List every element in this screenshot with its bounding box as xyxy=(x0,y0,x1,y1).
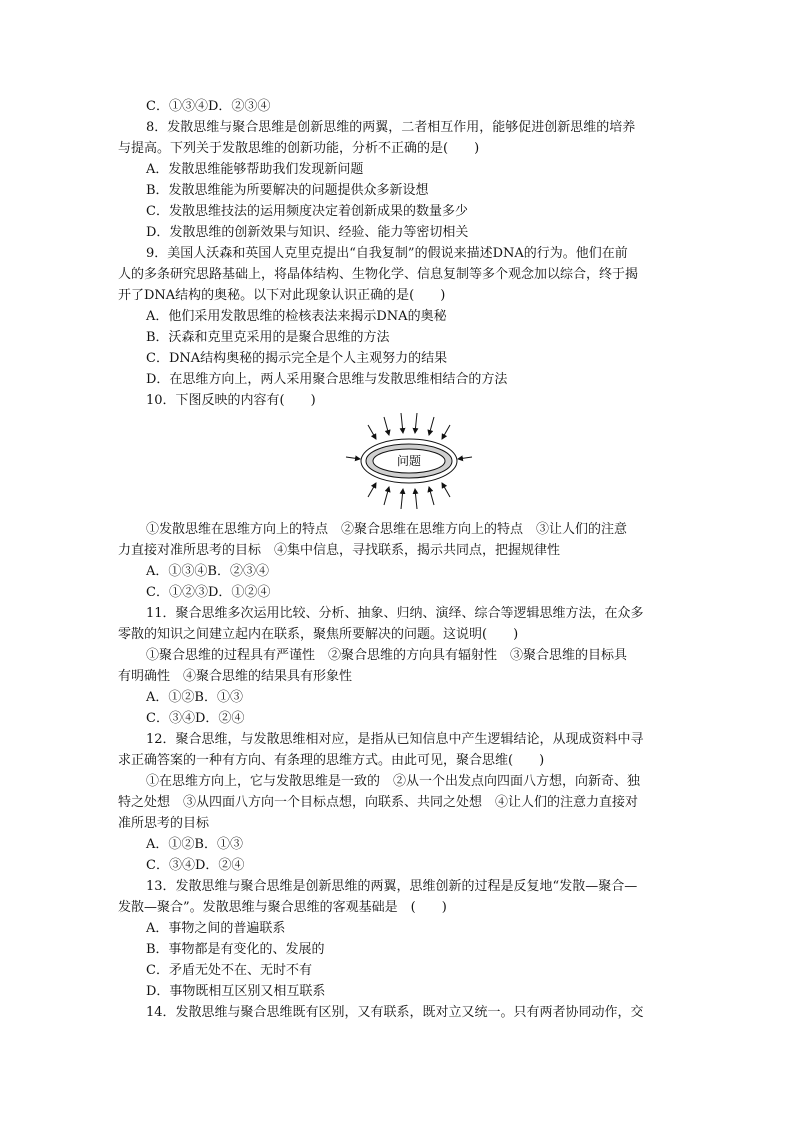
q8-stem-line2: 与提高。下列关于发散思维的创新功能，分析不正确的是( ) xyxy=(118,141,480,156)
convergent-thinking-diagram xyxy=(118,411,678,519)
q11-stem-line1: 11．聚合思维多次运用比较、分析、抽象、归纳、演绎、综合等逻辑思维方法，在众多 xyxy=(146,606,644,621)
q12-stem-line1: 12．聚合思维，与发散思维相对应，是指从已知信息中产生逻辑结论，从现成资料中寻 xyxy=(146,732,644,747)
q12-statements-line2: 特之处想 ③从四面八方向一个目标点想，向联系、共同之处想 ④让人们的注意力直接对 xyxy=(118,795,639,810)
q10-statements-line1: ①发散思维在思维方向上的特点 ②聚合思维在思维方向上的特点 ③让人们的注意 xyxy=(146,522,628,537)
q9-option-d: D．在思维方向上，两人采用聚合思维与发散思维相结合的方法 xyxy=(146,372,508,387)
q9-stem-line3: 开了DNA结构的奥秘。以下对此现象认识正确的是( ) xyxy=(118,288,446,303)
q12-statements-line3: 准所思考的目标 xyxy=(118,816,210,831)
q13-option-c: C．矛盾无处不在、无时不有 xyxy=(146,963,312,978)
q13-option-b: B．事物都是有变化的、发展的 xyxy=(146,942,325,957)
q10-options-cd: C．①②③D．①②④ xyxy=(146,585,271,600)
q12-stem-line2: 求正确答案的一种有方向、有条理的思维方式。由此可见，聚合思维( ) xyxy=(118,753,545,768)
q7-options-cd: C．①③④D．②③④ xyxy=(146,99,271,114)
q10-options-ab: A．①③④B．②③④ xyxy=(146,564,269,579)
q12-statements-line1: ①在思维方向上，它与发散思维是一致的 ②从一个出发点向四面八方想，向新奇、独 xyxy=(146,774,641,789)
q8-option-a: A．发散思维能够帮助我们发现新问题 xyxy=(146,162,364,177)
q8-option-b: B．发散思维能为所要解决的问题提供众多新设想 xyxy=(146,183,429,198)
q11-statements-line1: ①聚合思维的过程具有严谨性 ②聚合思维的方向具有辐射性 ③聚合思维的目标具 xyxy=(146,648,628,663)
q14-stem-line1: 14．发散思维与聚合思维既有区别，又有联系，既对立又统一。只有两者协同动作，交 xyxy=(146,1005,644,1020)
q12-options-cd: C．③④D．②④ xyxy=(146,858,245,873)
document-content xyxy=(118,96,678,1023)
q10-statements-line2: 力直接对准所思考的目标 ④集中信息，寻找联系，揭示共同点，把握规律性 xyxy=(118,543,561,558)
q12-options-ab: A．①②B．①③ xyxy=(146,837,243,852)
q8-stem-line1: 8．发散思维与聚合思维是创新思维的两翼，二者相互作用，能够促进创新思维的培养 xyxy=(146,120,636,135)
q9-stem-line1: 9．美国人沃森和英国人克里克提出“自我复制”的假说来描述DNA的行为。他们在前 xyxy=(146,246,628,261)
q11-options-cd: C．③④D．②④ xyxy=(146,711,245,726)
q9-option-c: C．DNA结构奥秘的揭示完全是个人主观努力的结果 xyxy=(146,351,448,366)
converging-arrows-figure xyxy=(344,411,474,519)
q9-option-a: A．他们采用发散思维的检核表法来揭示DNA的奥秘 xyxy=(146,309,447,324)
q13-option-a: A．事物之间的普遍联系 xyxy=(146,921,286,936)
q11-statements-line2: 有明确性 ④聚合思维的结果具有形象性 xyxy=(118,669,353,684)
diagram-center-label: 问题 xyxy=(396,454,422,468)
q9-stem-line2: 人的多条研究思路基础上，将晶体结构、生物化学、信息复制等多个观念加以综合，终于揭 xyxy=(118,267,639,282)
q13-stem-line2: 发散—聚合”。发散思维与聚合思维的客观基础是 ( ) xyxy=(118,900,447,915)
q8-option-d: D．发散思维的创新效果与知识、经验、能力等密切相关 xyxy=(146,225,469,240)
q11-stem-line2: 零散的知识之间建立起内在联系，聚焦所要解决的问题。这说明( ) xyxy=(118,627,519,642)
q11-options-ab: A．①②B．①③ xyxy=(146,690,243,705)
q9-option-b: B．沃森和克里克采用的是聚合思维的方法 xyxy=(146,330,390,345)
q10-stem: 10．下图反映的内容有( ) xyxy=(146,393,316,408)
q13-stem-line1: 13．发散思维与聚合思维是创新思维的两翼，思维创新的过程是反复地“发散—聚合— xyxy=(146,879,638,894)
q13-option-d: D．事物既相互区别又相互联系 xyxy=(146,984,326,999)
q8-option-c: C．发散思维技法的运用频度决定着创新成果的数量多少 xyxy=(146,204,468,219)
